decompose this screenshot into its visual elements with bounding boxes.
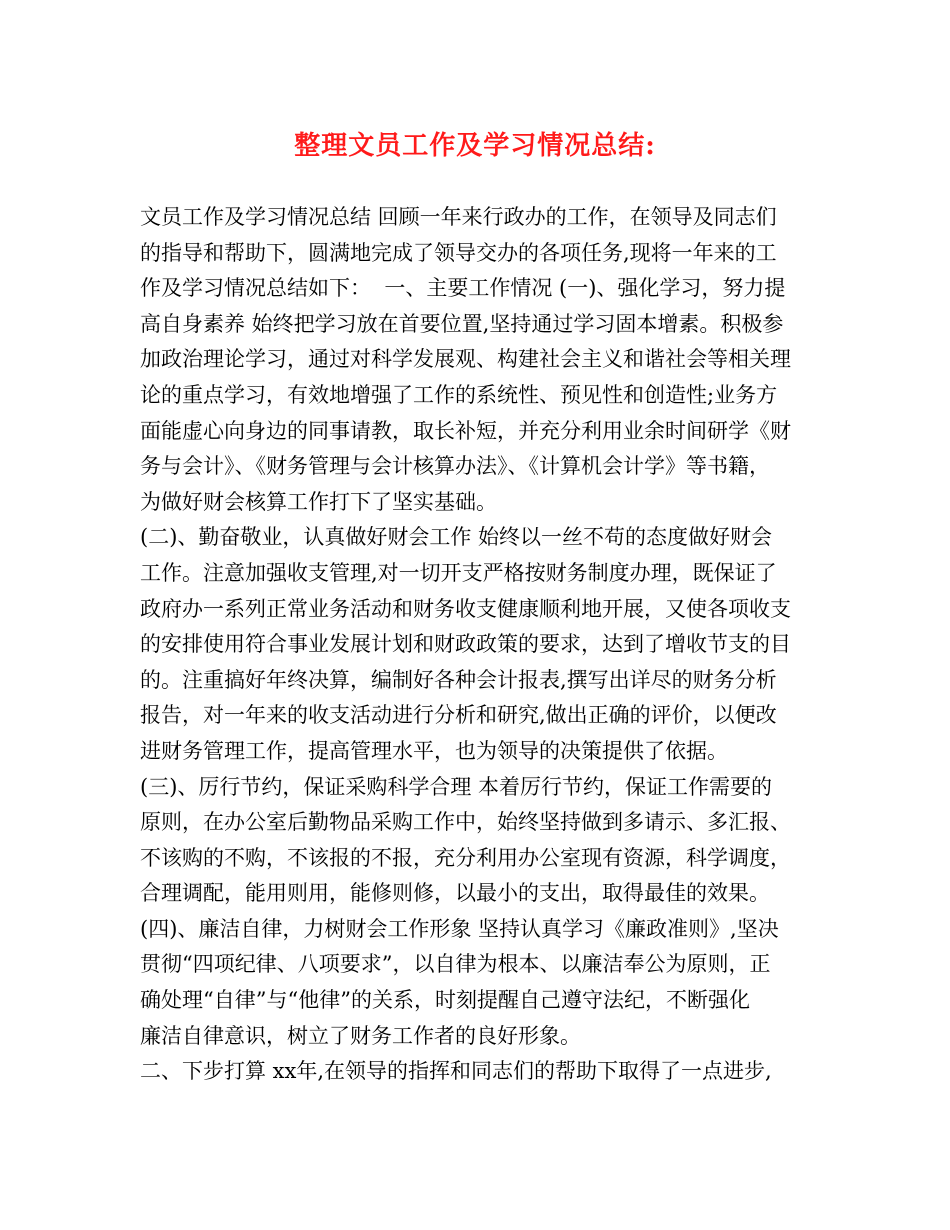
body-line: (二)、勤奋敬业，认真做好财会工作 始终以一丝不苟的态度做好财会 bbox=[140, 525, 773, 550]
body-line: 进财务管理工作，提高管理水平，也为领导的决策提供了依据。 bbox=[140, 738, 728, 763]
body-line: 合理调配，能用则用，能修则修，以最小的支出，取得最佳的效果。 bbox=[140, 881, 770, 906]
body-line: 工作。注意加强收支管理,对一切开支严格按财务制度办理，既保证了 bbox=[140, 560, 777, 585]
body-line: 的指导和帮助下，圆满地完成了领导交办的各项任务,现将一年来的工 bbox=[140, 240, 777, 265]
body-line: 加政治理论学习，通过对科学发展观、构建社会主义和谐社会等相关理 bbox=[140, 347, 791, 372]
body-line: 政府办一系列正常业务活动和财务收支健康顺利地开展，又使各项收支 bbox=[140, 596, 791, 621]
body-line: 的。注重搞好年终决算，编制好各种会计报表,撰写出详尽的财务分析 bbox=[140, 667, 777, 692]
body-line: (三)、厉行节约，保证采购科学合理 本着厉行节约，保证工作需要的 bbox=[140, 774, 773, 799]
body-line: 为做好财会核算工作打下了坚实基础。 bbox=[140, 489, 497, 514]
body-line: 面能虚心向身边的同事请教，取长补短，并充分利用业余时间研学《财 bbox=[140, 418, 791, 443]
body-line: (四)、廉洁自律，力树财会工作形象 坚持认真学习《廉政准则》,坚决 bbox=[140, 916, 779, 941]
document-title: 整理文员工作及学习情况总结: bbox=[294, 131, 656, 161]
body-line: 报告，对一年来的收支活动进行分析和研究,做出正确的评价，以便改 bbox=[140, 703, 777, 728]
body-line: 不该购的不购，不该报的不报，充分利用办公室现有资源，科学调度， bbox=[140, 845, 791, 870]
body-line: 原则，在办公室后勤物品采购工作中，始终坚持做到多请示、多汇报、 bbox=[140, 810, 791, 835]
body-line: 二、下步打算 xx年,在领导的指挥和同志们的帮助下取得了一点进步, bbox=[140, 1059, 772, 1084]
body-line: 贯彻“四项纪律、八项要求”，以自律为根本、以廉洁奉公为原则，正 bbox=[140, 952, 771, 977]
body-line: 确处理“自律”与“他律”的关系，时刻提醒自己遵守法纪，不断强化 bbox=[140, 988, 750, 1013]
body-line: 务与会计》、《财务管理与会计核算办法》、《计算机会计学》等书籍， bbox=[140, 454, 770, 479]
body-line: 论的重点学习，有效地增强了工作的系统性、预见性和创造性;业务方 bbox=[140, 382, 778, 407]
body-line: 作及学习情况总结如下： 一、主要工作情况 (一)、强化学习，努力提 bbox=[140, 276, 786, 301]
body-line: 的安排使用符合事业发展计划和财政政策的要求，达到了增收节支的目 bbox=[140, 632, 791, 657]
document-body bbox=[140, 200, 820, 1090]
body-line: 高自身素养 始终把学习放在首要位置,坚持通过学习固本增素。积极参 bbox=[140, 311, 784, 336]
body-line: 文员工作及学习情况总结 回顾一年来行政办的工作，在领导及同志们 bbox=[140, 205, 777, 229]
body-line: 廉洁自律意识，树立了财务工作者的良好形象。 bbox=[140, 1023, 581, 1048]
